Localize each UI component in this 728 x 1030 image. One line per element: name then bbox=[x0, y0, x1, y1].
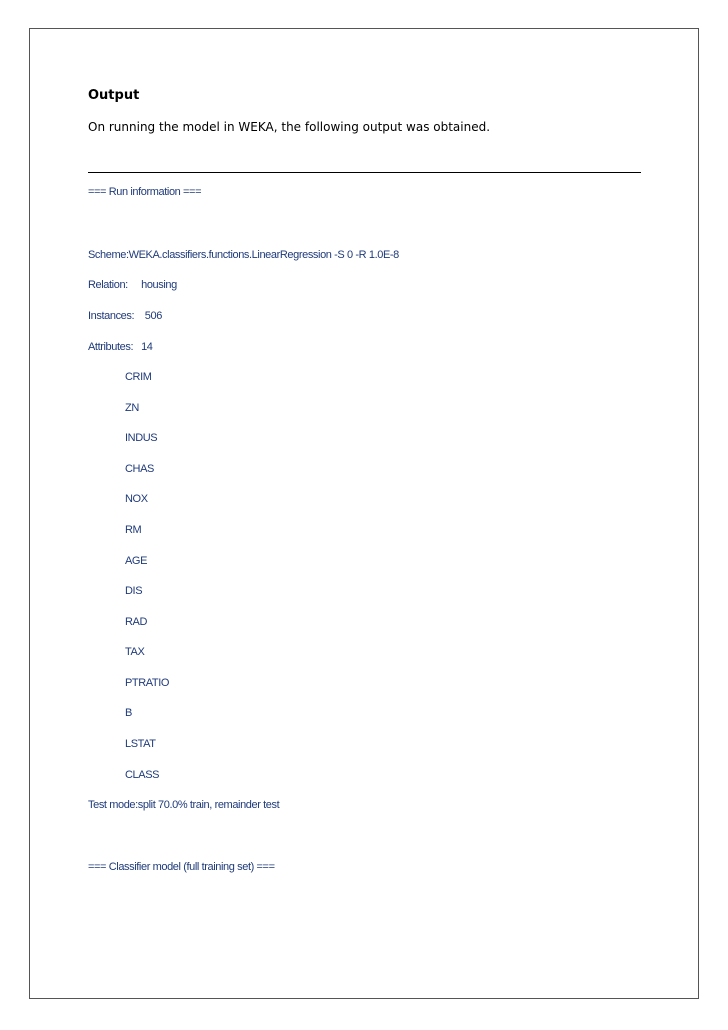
relation-line: Relation: housing bbox=[88, 279, 177, 291]
attribute-item: NOX bbox=[125, 493, 148, 505]
attribute-item: B bbox=[125, 707, 132, 719]
section-heading: Output bbox=[88, 88, 140, 103]
attribute-item: PTRATIO bbox=[125, 677, 170, 689]
intro-text: On running the model in WEKA, the following output was obtained. bbox=[88, 120, 491, 134]
instances-line: Instances: 506 bbox=[88, 310, 162, 322]
attribute-item: AGE bbox=[125, 555, 148, 567]
classifier-header: === Classifier model (full training set) === bbox=[88, 861, 275, 873]
attribute-item: LSTAT bbox=[125, 738, 156, 750]
attributes-line: Attributes: 14 bbox=[88, 341, 153, 353]
attribute-item: CRIM bbox=[125, 371, 152, 383]
attribute-item: DIS bbox=[125, 585, 143, 597]
attribute-item: CHAS bbox=[125, 463, 154, 475]
attribute-item: RM bbox=[125, 524, 142, 536]
run-info-header: === Run information === bbox=[88, 186, 202, 198]
attribute-item: ZN bbox=[125, 402, 139, 414]
attribute-item: RAD bbox=[125, 616, 148, 628]
page-border bbox=[29, 28, 699, 999]
attribute-item: TAX bbox=[125, 646, 145, 658]
attribute-item: CLASS bbox=[125, 769, 160, 781]
scheme-line: Scheme:WEKA.classifiers.functions.LinearRegression -S 0 -R 1.0E-8 bbox=[88, 249, 399, 261]
test-mode-line: Test mode:split 70.0% train, remainder test bbox=[88, 799, 280, 811]
attribute-item: INDUS bbox=[125, 432, 158, 444]
horizontal-rule bbox=[88, 172, 641, 173]
